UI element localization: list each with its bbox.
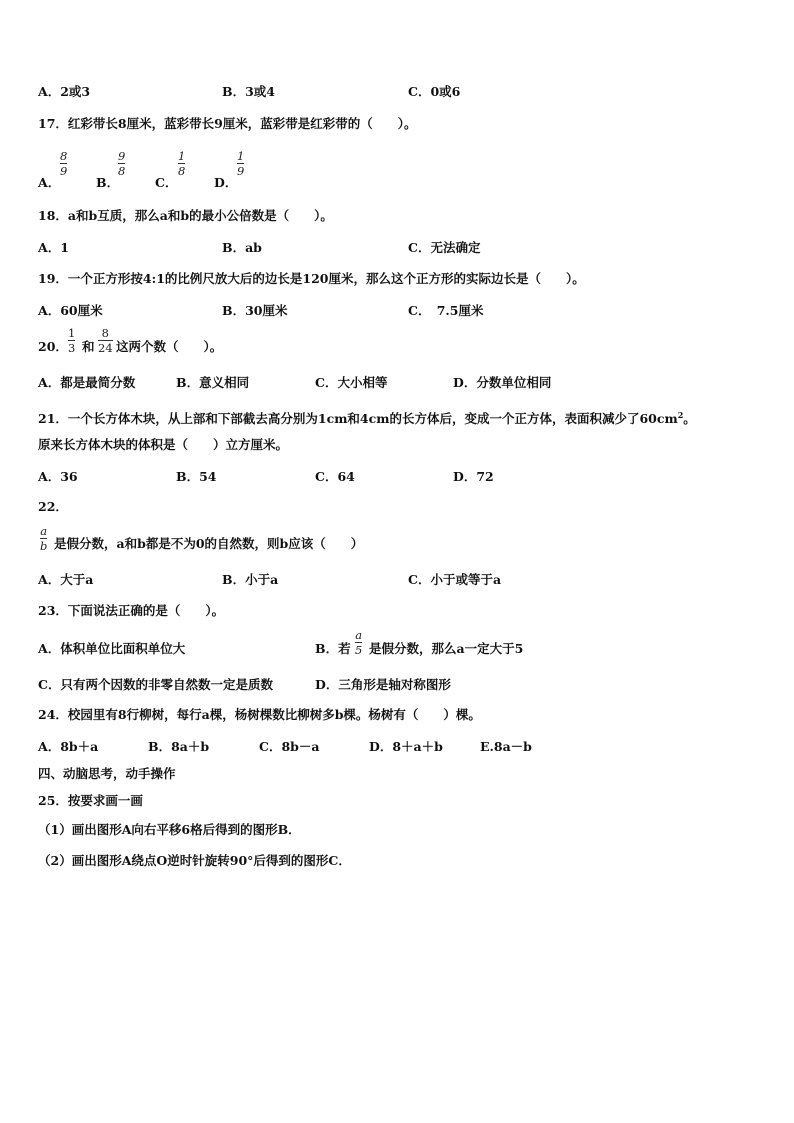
q21-question-line1: 21．一个长方体木块，从上部和下部截去高分别为1cm和4cm的长方体后，变成一个正方体，表面积减少了$60cm^2$。 [38, 410, 696, 427]
q18-question: 18．a和b互质，那么a和b的最小公倍数是（ ）。 [38, 208, 333, 223]
q18-option-c: C．无法确定 [408, 240, 481, 255]
q20-suffix: 这两个数（ ）。 [116, 339, 223, 354]
q17-question: 17．红彩带长8厘米，蓝彩带长9厘米，蓝彩带是红彩带的（ ）。 [38, 116, 417, 131]
q24-option-a: A．8b＋a [38, 739, 99, 754]
q24-option-b: B．8a＋b [148, 739, 210, 754]
q21-question-line2: 原来长方体木块的体积是（ ）立方厘米。 [38, 437, 289, 452]
q17-fraction-d: 1 9 [237, 149, 245, 178]
q20-fraction-2: 8 24 [98, 326, 113, 355]
q20-number: 20． [38, 339, 68, 354]
q25-subquestion-1: （1）画出图形A向右平移6格后得到的图形B． [38, 822, 301, 837]
q23-option-b-suffix: 是假分数，那么a一定大于5 [369, 641, 524, 656]
q17-label-d: D． [214, 175, 238, 190]
q21-option-a: A．36 [38, 469, 78, 484]
section-heading: 四、动脑思考，动手操作 [38, 766, 176, 781]
q16-option-a: A．2或3 [38, 84, 91, 99]
q23-option-c: C．只有两个因数的非零自然数一定是质数 [38, 677, 273, 692]
q20-option-a: A．都是最简分数 [38, 375, 136, 390]
q16-option-c: C．0或6 [408, 84, 461, 99]
q23-option-d: D．三角形是轴对称图形 [315, 677, 451, 692]
q23-option-b-prefix: B．若 [315, 641, 351, 656]
q23-option-b-fraction: a 5 [355, 628, 363, 657]
q17-label-c: C． [155, 175, 178, 190]
q19-option-b: B．30厘米 [222, 303, 288, 318]
q22-fraction: a b [40, 524, 48, 553]
q19-option-c: C． 7.5厘米 [408, 303, 484, 318]
q24-option-e: E.8a－b [480, 739, 532, 754]
q18-option-b: B．ab [222, 240, 262, 255]
q16-option-b: B．3或4 [222, 84, 275, 99]
q21-option-b: B．54 [176, 469, 217, 484]
q21-option-d: D．72 [453, 469, 494, 484]
q20-option-c: C．大小相等 [315, 375, 388, 390]
q24-option-d: D．8＋a＋b [369, 739, 443, 754]
q22-question: 是假分数，a和b都是不为0的自然数，则b应该（ ） [54, 536, 364, 551]
q25-question: 25．按要求画一画 [38, 793, 143, 808]
q21-option-c: C．64 [315, 469, 355, 484]
q19-question: 19．一个正方形按4:1的比例尺放大后的边长是120厘米，那么这个正方形的实际边长是（ ）。 [38, 271, 585, 286]
q22-option-a: A．大于a [38, 572, 94, 587]
q17-fraction-a: 8 9 [60, 149, 68, 178]
q19-option-a: A．60厘米 [38, 303, 103, 318]
q17-fraction-b: 9 8 [118, 149, 126, 178]
q18-option-a: A．1 [38, 240, 69, 255]
q17-label-a: A． [38, 175, 61, 190]
q22-option-b: B．小于a [222, 572, 279, 587]
q17-label-b: B． [96, 175, 120, 190]
q24-option-c: C．8b－a [259, 739, 320, 754]
q20-and: 和 [82, 339, 95, 354]
q22-number: 22． [38, 499, 68, 514]
q25-subquestion-2: （2）画出图形A绕点O逆时针旋转90°后得到的图形C． [38, 853, 351, 868]
q23-question: 23．下面说法正确的是（ ）。 [38, 603, 225, 618]
q20-option-d: D．分数单位相同 [453, 375, 552, 390]
q22-option-c: C．小于或等于a [408, 572, 502, 587]
q24-question: 24．校园里有8行柳树，每行a棵，杨树棵数比柳树多b棵。杨树有（ ）棵。 [38, 707, 481, 722]
q20-option-b: B．意义相同 [176, 375, 250, 390]
q23-option-a: A．体积单位比面积单位大 [38, 641, 186, 656]
q20-fraction-1: 1 3 [68, 326, 76, 355]
q17-fraction-c: 1 8 [178, 149, 186, 178]
